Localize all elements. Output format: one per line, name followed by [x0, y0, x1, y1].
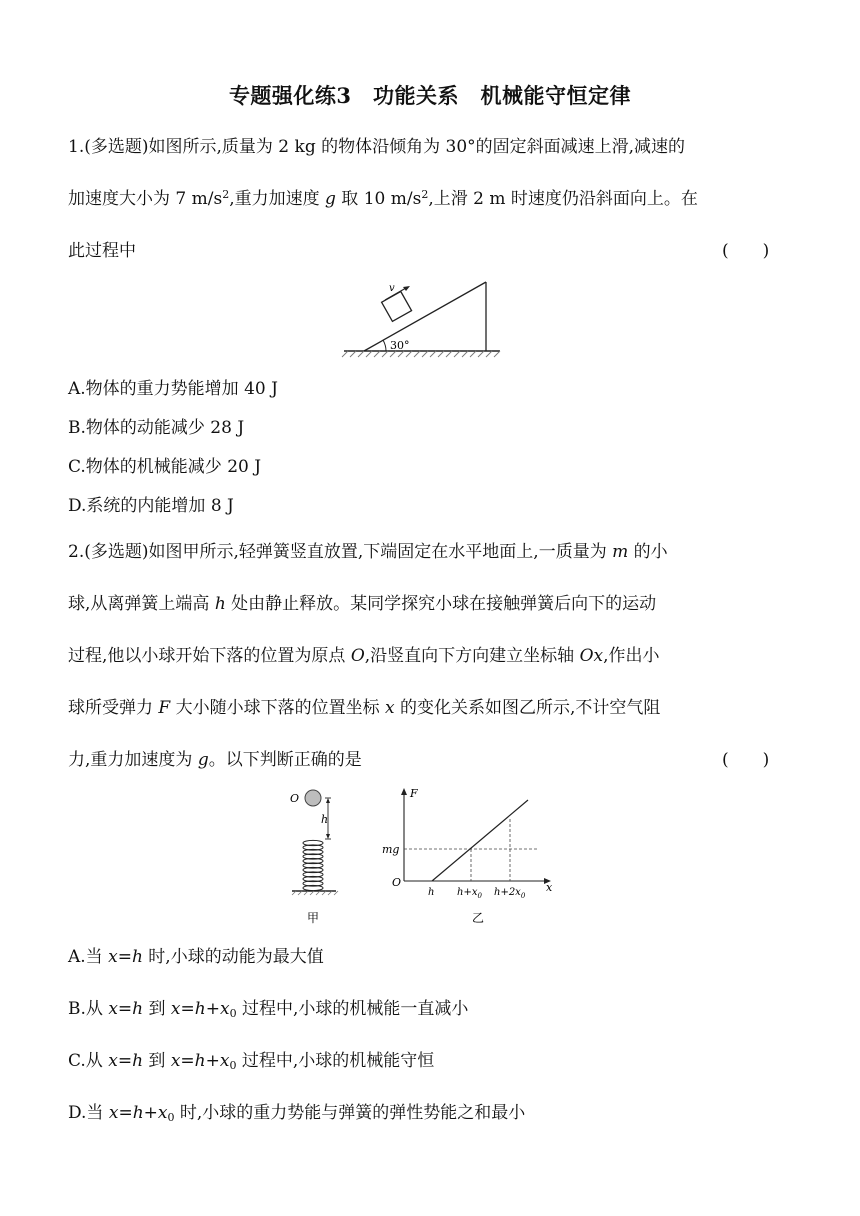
q2-line-4: 球所受弹力 F 大小随小球下落的位置坐标 x 的变化关系如图乙所示,不计空气阻 — [68, 698, 661, 718]
q2-option-a: A.当 x=h 时,小球的动能为最大值 — [68, 947, 324, 967]
page-title: 专题强化练3 功能关系 机械能守恒定律 — [228, 83, 632, 108]
ball — [305, 790, 321, 806]
tick-h-plus-2x0: $h+2x_0$ — [494, 887, 526, 900]
q2-option-c: C.从 x=h 到 $x=h+x_0$ 过程中,小球的机械能守恒 — [68, 1051, 435, 1072]
tick-h: h — [428, 887, 435, 898]
y-axis-label: F — [410, 787, 418, 800]
q1-option-a: A.物体的重力势能增加 40 J — [68, 379, 278, 399]
q2-option-d: D.当 $x=h+x_0$ 时,小球的重力势能与弹簧的弹性势能之和最小 — [68, 1103, 526, 1124]
x-axis-label: x — [546, 881, 553, 894]
q2-line-3: 过程,他以小球开始下落的位置为原点 O,沿竖直向下方向建立坐标轴 Ox,作出小 — [68, 646, 660, 666]
velocity-label: v — [389, 283, 395, 294]
q1-option-b: B.物体的动能减少 28 J — [68, 418, 245, 438]
q1-line-1: 1.(多选题)如图所示,质量为 2 kg 的物体沿倾角为 30°的固定斜面减速上滑,减速的 — [68, 137, 686, 157]
q2-line-1: 2.(多选题)如图甲所示,轻弹簧竖直放置,下端固定在水平地面上,一质量为 m 的小 — [68, 542, 668, 562]
origin-label-graph: O — [392, 876, 402, 889]
q2-option-b: B.从 x=h 到 $x=h+x_0$ 过程中,小球的机械能一直减小 — [68, 999, 469, 1020]
force-graph — [380, 785, 560, 930]
tick-h-plus-x0: $h+x_0$ — [457, 887, 482, 900]
caption-yi: 乙 — [472, 911, 485, 925]
block — [382, 291, 412, 321]
incline-figure — [340, 278, 510, 360]
angle-label: 30° — [390, 339, 410, 352]
height-label: h — [321, 813, 329, 826]
q2-answer-bracket: ( ) — [722, 750, 770, 770]
caption-jia: 甲 — [307, 911, 320, 925]
force-line — [432, 800, 528, 881]
angle-arc — [383, 340, 386, 351]
incline-surface — [364, 282, 486, 351]
spring — [303, 840, 323, 890]
q1-option-c: C.物体的机械能减少 20 J — [68, 457, 262, 477]
q1-option-d: D.系统的内能增加 8 J — [68, 496, 234, 516]
q1-line-3: 此过程中 — [68, 241, 136, 261]
mg-label: mg — [382, 843, 400, 856]
spring-figure — [282, 785, 352, 930]
q2-line-5: 力,重力加速度为 g。以下判断正确的是 — [68, 750, 362, 770]
q2-line-2: 球,从离弹簧上端高 h 处由静止释放。某同学探究小球在接触弹簧后向下的运动 — [68, 594, 657, 614]
q1-line-2: 加速度大小为 7 $m/s^2$,重力加速度 g 取 10 $m/s^2$,上滑 2 m 时速度仍沿斜面向上。在 — [68, 188, 698, 209]
origin-label: O — [290, 792, 300, 805]
q1-answer-bracket: ( ) — [722, 241, 770, 261]
